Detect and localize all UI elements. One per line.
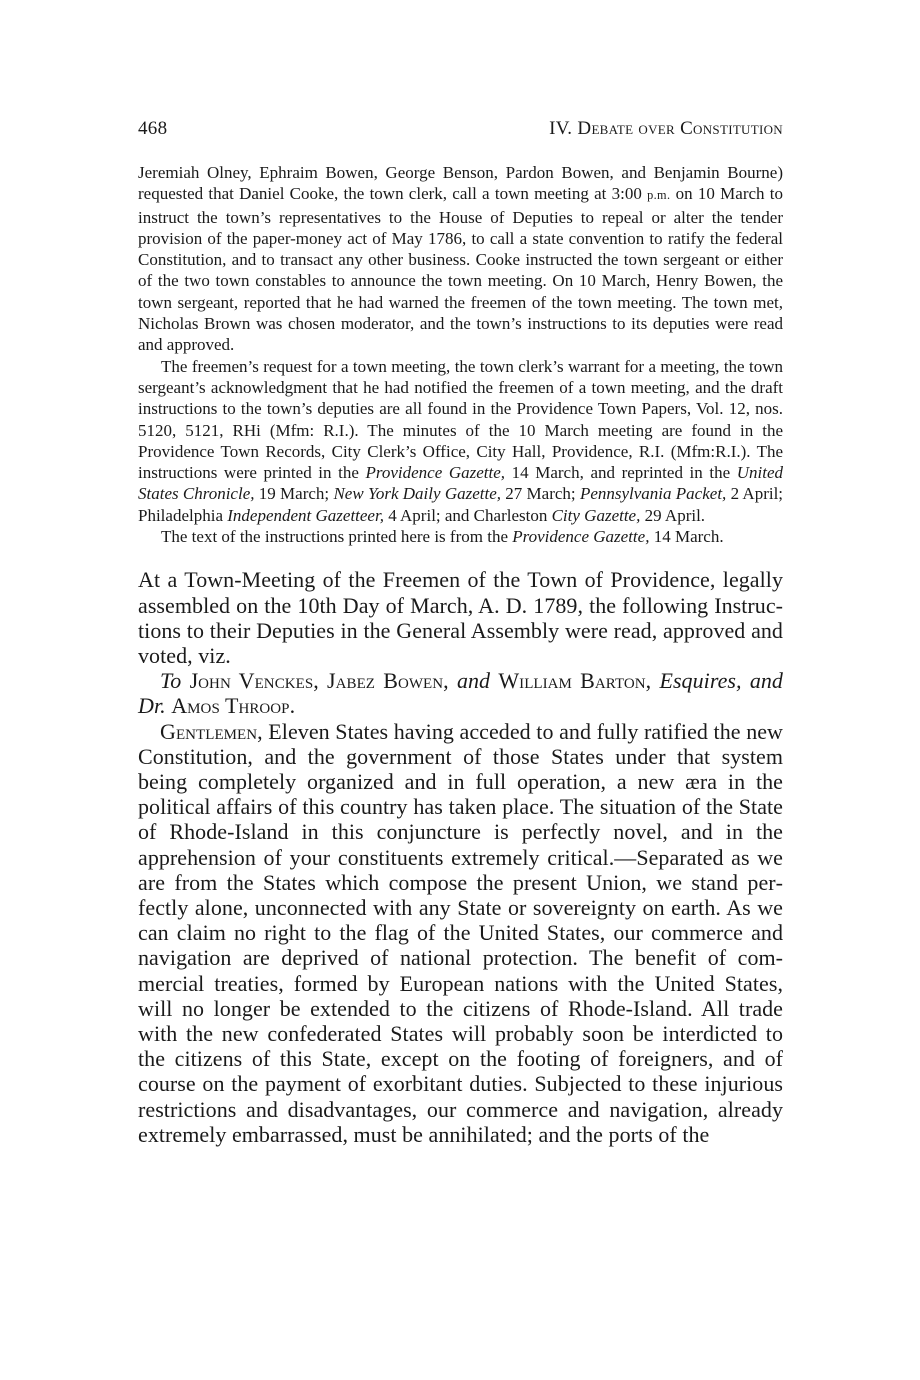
running-head [138,118,783,140]
headnote-paragraph: The freemen’s request for a town meeting, the town clerk’s warrant for a meeting, the town sergeant’s acknowledgment that he had notified the freemen of a town meeting, and the draft instructions to the town’s deputies are all found in the Providence Town Papers, Vol. 12, nos. 5120, 5121, RHi (Mfm: R.I.). The minutes of the 10 March meeting are found in the Providence Town Records, City Clerk’s Office, City Hall, Providence, R.I. (Mfm:R.I.). The instructions were printed in the Providence Gazette, 14 March, and reprinted in the United States Chronicle, 19 March; New York Daily Gazette, 27 March; Pennsylvania Packet, 2 April; Philadelphia Independent Gazetteer, 4 April; and Charleston City Gazette, 29 April. [138,356,784,525]
section-roman: IV. [549,118,573,139]
section-heading [549,118,783,140]
headnote-paragraph: Jeremiah Olney, Ephraim Bowen, George Benson, Pardon Bowen, and Benjamin Bourne) requested that Daniel Cooke, the town clerk, call a town meeting at 3:00 p.m. on 10 March to instruct the town’s representatives to the House of Deputies to repeal or alter the tender provision of the paper-money act of May 1786, to call a state convention to ratify the federal Constitution, and to transact any other business. Cooke instructed the town sergeant or either of the two town constables to announce the town meeting. On 10 March, Henry Bowen, the town sergeant, reported that he had warned the freemen of the town meeting. The town met, Nicholas Brown was chosen moderator, and the town’s instructions to its deputies were read and approved. [138,163,784,355]
time-abbrev: p.m. [647,188,671,203]
instructions-body: Gentlemen, Eleven States having acceded to and fully ratified the new Constitution, and the government of those States under that system being completely organized and in full operation, a new æra in the political affairs of this country has taken place. The situation of the State of Rhode-Island in this conjuncture is perfectly novel, and in the apprehension of your constituents extremely critical.—Separated as we are from the States which compose the present Union, we stand perfectly alone, unconnected with any State or sovereignty on earth. As we can claim no right to the flag of the United States, our commerce and navigation are deprived of national protection. The benefit of commercial treaties, formed by European nations with the United States, will no longer be extended to the citizens of Rhode-Island. All trade with the new confederated States will probably soon be interdicted to the citizens of this State, except on the footing of foreigners, and of course on the payment of exorbitant duties. Subjected to these injurious restrictions and disadvantages, our commerce and navigation, already extremely embarrassed, must be annihilated; and the ports of the [138,718,783,1147]
document-text [138,567,783,1147]
meeting-intro: At a Town-Meeting of the Freemen of the Town of Providence, legally assembled on the 10th Day of March, A. D. 1789, the following Instructions to their Deputies in the General Assembly were read, approved and voted, viz. [138,567,783,668]
address-line: To John Venckes, Jabez Bowen, and William Barton, Esquires, and Dr. Amos Throop. [138,668,783,719]
page-number: 468 [138,118,168,139]
headnote-paragraph: The text of the instructions printed here is from the Providence Gazette, 14 March. [161,527,724,547]
section-title: Debate over Constitution [577,118,783,139]
editorial-headnote [138,162,783,547]
salutation: Gentlemen [160,718,258,744]
document-page [138,118,783,1147]
